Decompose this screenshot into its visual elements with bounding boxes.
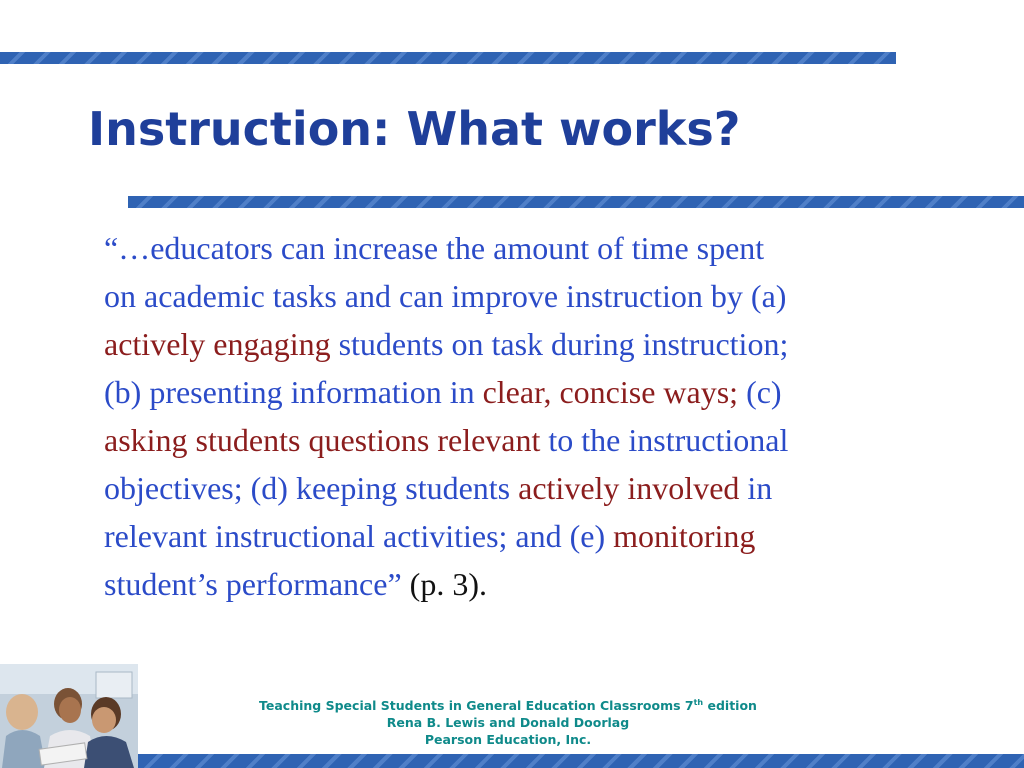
students-photo-illustration — [0, 664, 138, 768]
footer-edition-superscript: th — [693, 697, 704, 707]
quote-line — [104, 224, 974, 272]
quote-emphasis: actively engaging — [104, 326, 331, 362]
quote-line — [104, 464, 974, 512]
quote-segment: in — [739, 470, 773, 506]
quote-segment: to the instructional — [540, 422, 789, 458]
quote-segment: students on task during instruction; — [330, 326, 789, 362]
quote-line — [104, 368, 974, 416]
footer-authors: Rena B. Lewis and Donald Doorlag — [386, 715, 630, 730]
quote-line — [104, 272, 974, 320]
quote-segment: student’s performance” — [104, 566, 402, 602]
quote-line — [104, 320, 974, 368]
students-photo — [0, 664, 138, 768]
footer-citation — [200, 697, 816, 748]
quote-line — [104, 512, 974, 560]
quote-segment: objectives; (d) keeping students — [104, 470, 519, 506]
quote-segment: (p. 3). — [401, 566, 487, 602]
footer-book-title-tail: edition — [703, 698, 757, 713]
quote-emphasis: asking students questions relevant — [104, 422, 541, 458]
quote-segment: (c) — [738, 374, 782, 410]
quote-emphasis: actively involved — [518, 470, 740, 506]
slide-title: Instruction: What works? — [88, 102, 741, 156]
quote-line — [104, 560, 974, 608]
quote-segment: “…educators can increase the amount of time spent — [104, 230, 765, 266]
bottom-decorative-band — [138, 754, 1024, 768]
quote-text — [104, 224, 974, 608]
quote-emphasis: clear, concise ways; — [482, 374, 739, 410]
quote-line — [104, 416, 974, 464]
quote-segment: (b) presenting information in — [104, 374, 483, 410]
footer-publisher: Pearson Education, Inc. — [424, 732, 592, 747]
footer-book-title-main: Teaching Special Students in General Education Classrooms 7 — [259, 698, 694, 713]
quote-emphasis: monitoring — [613, 518, 756, 554]
top-decorative-band — [0, 52, 896, 64]
footer-book-title — [200, 697, 816, 714]
quote-segment: on academic tasks and can improve instruction by (a) — [104, 278, 787, 314]
quote-segment: relevant instructional activities; and (e) — [104, 518, 614, 554]
title-underline-band — [128, 196, 1024, 208]
